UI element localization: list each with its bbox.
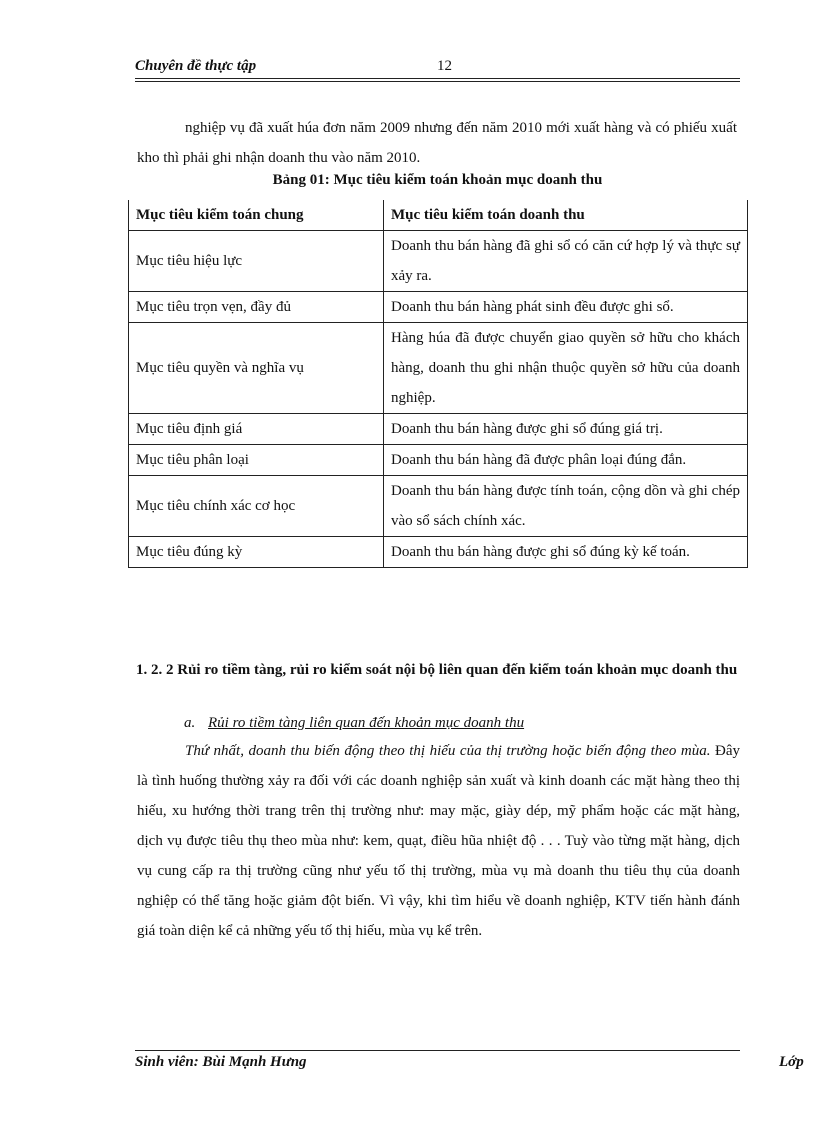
footer-student: Sinh viên: Bùi Mạnh Hưng <box>135 1054 307 1070</box>
sub-heading <box>184 711 524 735</box>
section-heading: 1. 2. 2 Rủi ro tiềm tàng, rủi ro kiểm soát nội bộ liên quan đến kiểm toán khoản mục doanh thu <box>136 662 738 678</box>
sub-heading-letter: a. <box>184 715 196 731</box>
table-row <box>129 231 748 292</box>
table-cell: Doanh thu bán hàng phát sinh đều được ghi sổ. <box>384 292 748 323</box>
audit-objectives-table <box>128 200 748 568</box>
table-cell: Doanh thu bán hàng được tính toán, cộng dồn và ghi chép vào sổ sách chính xác. <box>384 476 748 537</box>
paragraph-body: Đây là tình huống thường xảy ra đối với các doanh nghiệp sản xuất và kinh doanh các mặt hàng theo thị hiếu, xu hướng thời trang trên thị trường như: may mặc, giày dép, mỹ phẩm hoặc các mặt hàng, dịch vụ được tiêu thụ theo mùa như: kem, quạt, điều hũa nhiệt độ . . . Tuỳ vào từng mặt hàng, dịch vụ cung cấp ra thị trường cũng như yếu tố thị trường, mùa vụ mà doanh thu tiêu thụ của doanh nghiệp có thể tăng hoặc giảm đột biến. Vì vậy, khi tìm hiểu về doanh nghiệp, KTV tiến hành đánh giá toàn diện kể cả những yếu tố thị hiếu, mùa vụ kể trên. <box>137 743 740 939</box>
table-cell: Mục tiêu hiệu lực <box>129 231 384 292</box>
table-cell: Mục tiêu định giá <box>129 414 384 445</box>
intro-paragraph <box>137 113 737 173</box>
table-cell: Doanh thu bán hàng được ghi sổ đúng kỳ kế toán. <box>384 537 748 568</box>
table-row <box>129 476 748 537</box>
page-header <box>135 58 740 80</box>
page-number: 12 <box>437 58 452 74</box>
table-row <box>129 445 748 476</box>
table-row <box>129 537 748 568</box>
table-cell: Mục tiêu quyền và nghĩa vụ <box>129 323 384 414</box>
footer-rule <box>135 1050 740 1051</box>
body-paragraph <box>137 736 740 946</box>
sub-heading-text: Rủi ro tiềm tàng liên quan đến khoản mục doanh thu <box>208 715 525 731</box>
footer-class: Lớp <box>779 1054 804 1070</box>
table-cell: Mục tiêu trọn vẹn, đầy đủ <box>129 292 384 323</box>
table-cell: Mục tiêu phân loại <box>129 445 384 476</box>
column-header: Mục tiêu kiểm toán doanh thu <box>384 200 748 231</box>
header-rule-double <box>135 81 740 82</box>
table-row <box>129 414 748 445</box>
table-cell: Mục tiêu đúng kỳ <box>129 537 384 568</box>
table-cell: Mục tiêu chính xác cơ học <box>129 476 384 537</box>
table-header-row <box>129 200 748 231</box>
table-cell: Doanh thu bán hàng được ghi sổ đúng giá trị. <box>384 414 748 445</box>
header-rule <box>135 78 740 79</box>
table-cell: Doanh thu bán hàng đã ghi sổ có căn cứ hợp lý và thực sự xảy ra. <box>384 231 748 292</box>
table-row <box>129 323 748 414</box>
column-header: Mục tiêu kiểm toán chung <box>129 200 384 231</box>
table-title: Bảng 01: Mục tiêu kiểm toán khoản mục doanh thu <box>272 172 603 188</box>
paragraph-lead: Thứ nhất, doanh thu biến động theo thị hiếu của thị trường hoặc biến động theo mùa. <box>185 743 711 759</box>
intro-text: nghiệp vụ đã xuất húa đơn năm 2009 nhưng đến năm 2010 mới xuất hàng và có phiếu xuất kho thì phải ghi nhận doanh thu vào năm 2010. <box>137 120 737 166</box>
table-cell: Hàng húa đã được chuyển giao quyền sở hữu cho khách hàng, doanh thu ghi nhận thuộc quyền sở hữu của doanh nghiệp. <box>384 323 748 414</box>
table-row <box>129 292 748 323</box>
table-cell: Doanh thu bán hàng đã được phân loại đúng đắn. <box>384 445 748 476</box>
document-title: Chuyên đề thực tập <box>135 58 257 74</box>
